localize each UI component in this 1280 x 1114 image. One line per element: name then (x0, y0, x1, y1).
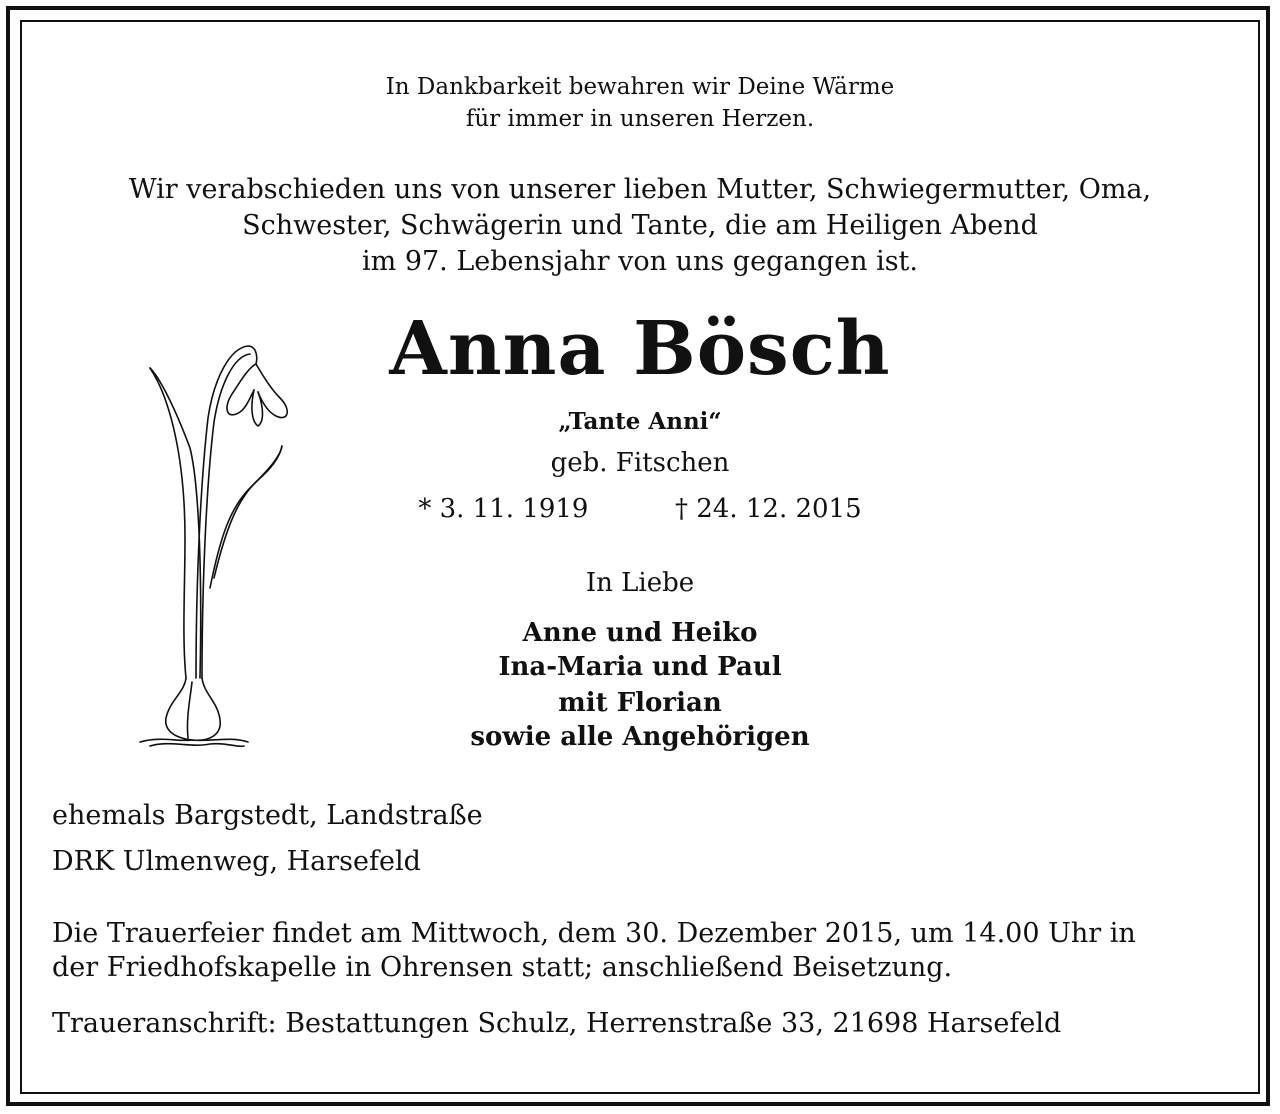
intro-line-2: Schwester, Schwägerin und Tante, die am Heiligen Abend (242, 210, 1038, 241)
funeral-line-2: der Friedhofskapelle in Ohrensen statt; anschließend Beisetzung. (52, 952, 953, 983)
mourning-address: Traueranschrift: Bestattungen Schulz, Herrenstraße 33, 21698 Harsefeld (52, 1008, 1062, 1039)
deceased-name: Anna Bösch (389, 306, 891, 392)
nickname: „Tante Anni“ (558, 408, 722, 435)
funeral-line-1: Die Trauerfeier findet am Mittwoch, dem 30. Dezember 2015, um 14.00 Uhr in (52, 918, 1136, 949)
mourner-1: Anne und Heiko (522, 618, 758, 648)
in-love-label: In Liebe (585, 568, 695, 598)
death-date: † 24. 12. 2015 (674, 494, 862, 524)
mourner-3: mit Florian (558, 688, 722, 718)
intro-line-3: im 97. Lebensjahr von uns gegangen ist. (362, 246, 918, 277)
motto-line-2: für immer in unseren Herzen. (465, 106, 815, 132)
intro-line-1: Wir verabschieden uns von unserer lieben Mutter, Schwiegermutter, Oma, (128, 174, 1152, 205)
former-address-1: ehemals Bargstedt, Landstraße (52, 800, 483, 831)
mourner-2: Ina-Maria und Paul (498, 652, 782, 682)
snowdrop-icon (130, 338, 300, 758)
former-address-2: DRK Ulmenweg, Harsefeld (52, 846, 421, 877)
birth-date: * 3. 11. 1919 (418, 494, 589, 524)
motto-line-1: In Dankbarkeit bewahren wir Deine Wärme (385, 74, 895, 100)
maiden-name: geb. Fitschen (550, 448, 730, 478)
mourner-4: sowie alle Angehörigen (470, 722, 810, 752)
